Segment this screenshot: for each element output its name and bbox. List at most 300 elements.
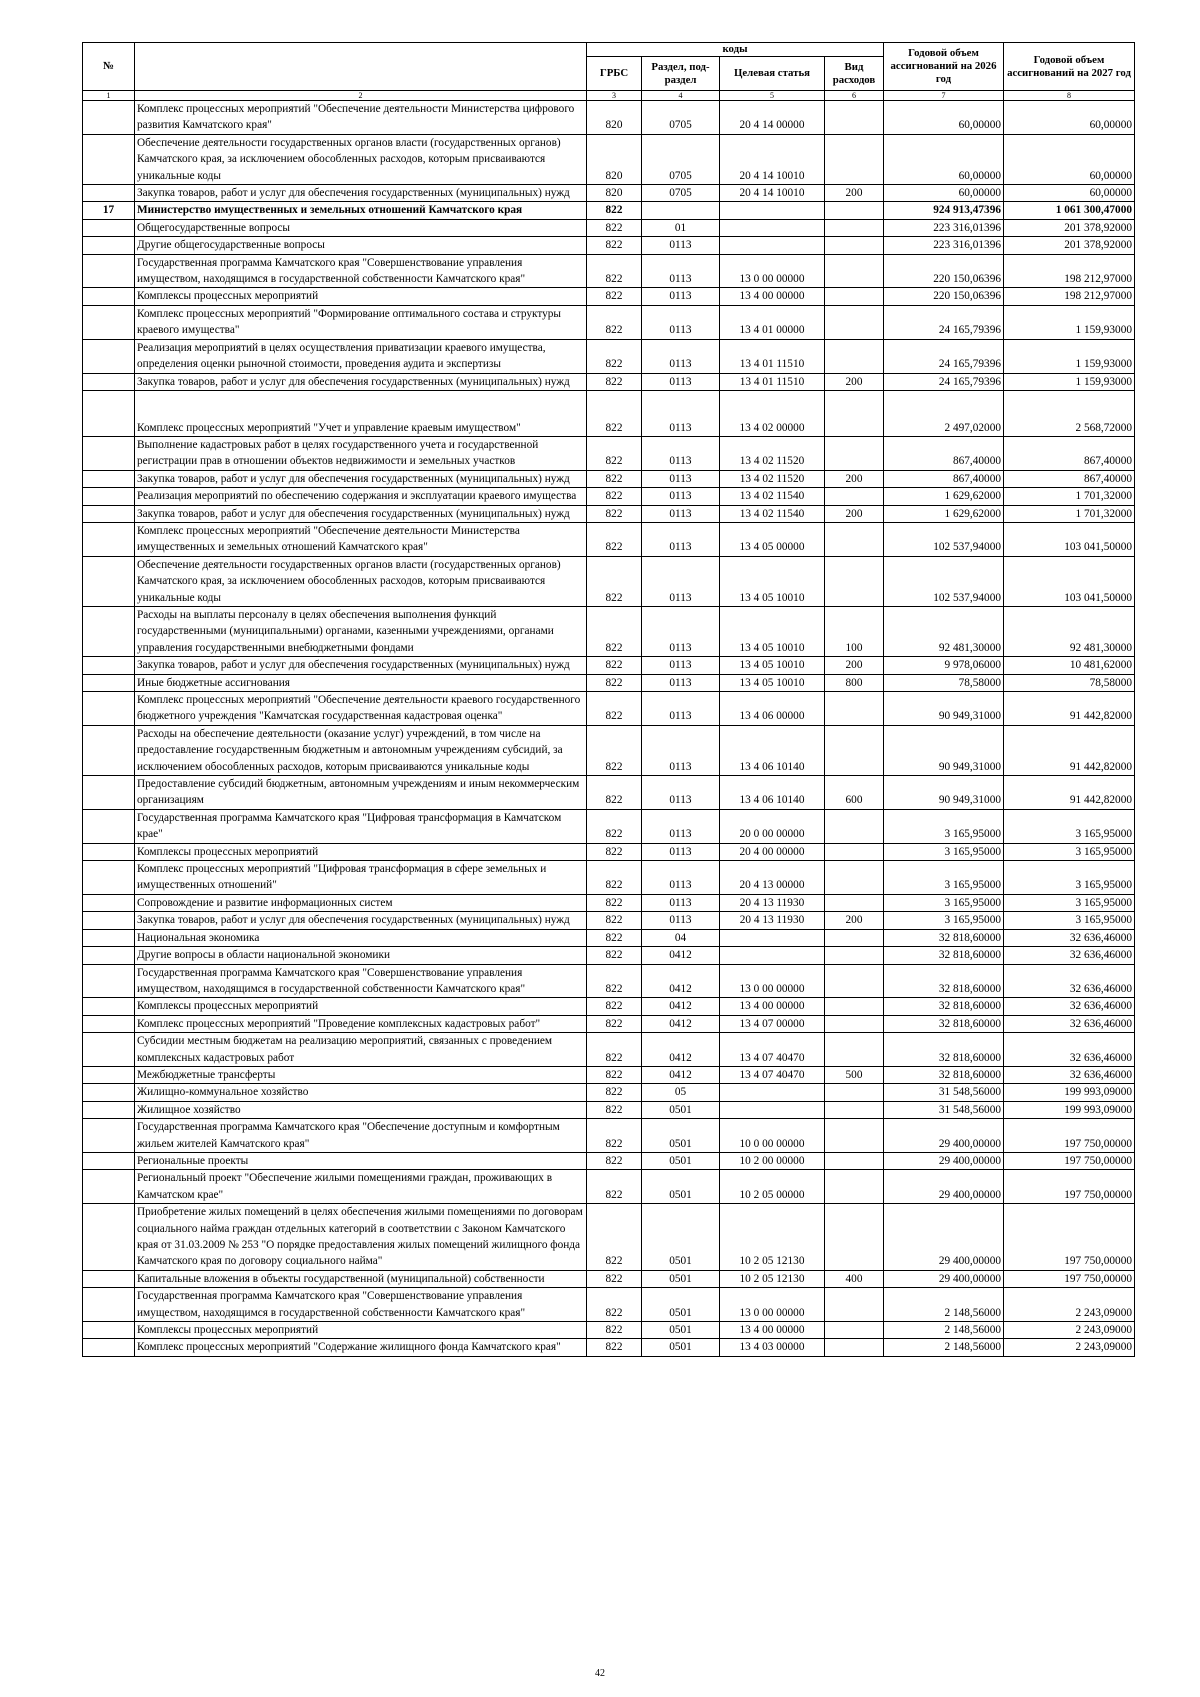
table-row — [83, 339, 1135, 373]
row-number — [83, 894, 135, 911]
table-header — [83, 43, 1135, 101]
row-grbs: 822 — [587, 606, 642, 656]
row-exptype — [825, 998, 884, 1015]
row-target: 13 4 01 11510 — [720, 339, 825, 373]
row-target: 20 4 13 00000 — [720, 861, 825, 895]
row-exptype — [825, 725, 884, 775]
row-section: 0412 — [642, 1033, 720, 1067]
row-target: 13 4 05 10010 — [720, 606, 825, 656]
row-exptype: 400 — [825, 1270, 884, 1287]
row-grbs: 822 — [587, 674, 642, 691]
row-number — [83, 1322, 135, 1339]
budget-table — [82, 42, 1135, 1357]
row-section: 0113 — [642, 843, 720, 860]
row-grbs: 822 — [587, 470, 642, 487]
row-amount-2026: 867,40000 — [884, 470, 1004, 487]
column-number: 4 — [642, 91, 720, 101]
row-amount-2027: 197 750,00000 — [1004, 1119, 1135, 1153]
table-row — [83, 861, 1135, 895]
row-number — [83, 1119, 135, 1153]
row-exptype — [825, 964, 884, 998]
row-amount-2026: 90 949,31000 — [884, 692, 1004, 726]
row-section: 0113 — [642, 912, 720, 929]
row-amount-2026: 29 400,00000 — [884, 1119, 1004, 1153]
row-grbs: 822 — [587, 843, 642, 860]
row-number — [83, 1066, 135, 1083]
row-number — [83, 998, 135, 1015]
row-target: 13 4 00 00000 — [720, 1322, 825, 1339]
table-row — [83, 1152, 1135, 1169]
row-number — [83, 674, 135, 691]
row-grbs: 822 — [587, 1015, 642, 1032]
row-number — [83, 692, 135, 726]
row-section: 0501 — [642, 1152, 720, 1169]
row-target: 13 4 02 11540 — [720, 488, 825, 505]
row-exptype: 200 — [825, 185, 884, 202]
row-amount-2026: 102 537,94000 — [884, 522, 1004, 556]
table-row — [83, 674, 1135, 691]
row-amount-2027: 3 165,95000 — [1004, 861, 1135, 895]
row-amount-2026: 31 548,56000 — [884, 1101, 1004, 1118]
row-section: 0113 — [642, 505, 720, 522]
row-amount-2027: 3 165,95000 — [1004, 912, 1135, 929]
row-amount-2027: 3 165,95000 — [1004, 809, 1135, 843]
row-exptype — [825, 339, 884, 373]
row-section: 0113 — [642, 861, 720, 895]
row-amount-2026: 223 316,01396 — [884, 219, 1004, 236]
row-exptype — [825, 288, 884, 305]
row-section: 0113 — [642, 288, 720, 305]
row-section: 0412 — [642, 964, 720, 998]
column-number: 6 — [825, 91, 884, 101]
row-section: 0113 — [642, 522, 720, 556]
row-amount-2027: 32 636,46000 — [1004, 964, 1135, 998]
row-amount-2027: 10 481,62000 — [1004, 657, 1135, 674]
row-exptype — [825, 1084, 884, 1101]
row-number — [83, 488, 135, 505]
row-target — [720, 219, 825, 236]
table-row — [83, 606, 1135, 656]
table-row — [83, 1066, 1135, 1083]
row-exptype — [825, 305, 884, 339]
table-row — [83, 1170, 1135, 1204]
row-amount-2026: 24 165,79396 — [884, 305, 1004, 339]
row-name: Национальная экономика — [135, 929, 587, 946]
row-amount-2027: 1 159,93000 — [1004, 373, 1135, 390]
row-name: Предоставление субсидий бюджетным, автономным учреждениям и иным некоммерческим организациям — [135, 776, 587, 810]
row-exptype — [825, 1322, 884, 1339]
row-amount-2026: 32 818,60000 — [884, 998, 1004, 1015]
row-section: 0113 — [642, 254, 720, 288]
row-name: Межбюджетные трансферты — [135, 1066, 587, 1083]
table-row — [83, 692, 1135, 726]
row-number: 17 — [83, 202, 135, 219]
row-name: Реализация мероприятий в целях осуществления приватизации краевого имущества, определения оценки рыночной стоимости, проведения аудита и экспертизы — [135, 339, 587, 373]
table-row — [83, 237, 1135, 254]
table-row — [83, 305, 1135, 339]
row-amount-2027: 2 243,09000 — [1004, 1288, 1135, 1322]
row-grbs: 822 — [587, 776, 642, 810]
row-amount-2026: 220 150,06396 — [884, 254, 1004, 288]
column-number: 2 — [135, 91, 587, 101]
row-number — [83, 556, 135, 606]
row-grbs: 822 — [587, 1339, 642, 1356]
row-target: 13 4 05 10010 — [720, 674, 825, 691]
row-target: 20 4 14 10010 — [720, 134, 825, 184]
row-amount-2027: 32 636,46000 — [1004, 947, 1135, 964]
row-name: Комплекс процессных мероприятий "Обеспечение деятельности Министерства цифрового развития Камчатского края" — [135, 101, 587, 135]
row-amount-2027: 198 212,97000 — [1004, 288, 1135, 305]
row-section: 0412 — [642, 1015, 720, 1032]
row-name: Государственная программа Камчатского края "Обеспечение доступным и комфортным жильем жителей Камчатского края" — [135, 1119, 587, 1153]
row-exptype: 200 — [825, 505, 884, 522]
row-name: Закупка товаров, работ и услуг для обеспечения государственных (муниципальных) нужд — [135, 912, 587, 929]
row-grbs: 822 — [587, 894, 642, 911]
row-amount-2026: 9 978,06000 — [884, 657, 1004, 674]
row-amount-2026: 223 316,01396 — [884, 237, 1004, 254]
row-exptype — [825, 861, 884, 895]
table-row — [83, 657, 1135, 674]
row-amount-2026: 32 818,60000 — [884, 1066, 1004, 1083]
row-target: 20 0 00 00000 — [720, 809, 825, 843]
row-grbs: 822 — [587, 219, 642, 236]
row-name: Расходы на обеспечение деятельности (оказание услуг) учреждений, в том числе на предоставление государственным бюджетным и автономным учреждениям субсидий, за исключением обособленных расходов, которым присваиваются уникальные коды — [135, 725, 587, 775]
row-target: 13 4 05 00000 — [720, 522, 825, 556]
row-section: 0113 — [642, 657, 720, 674]
table-row — [83, 1288, 1135, 1322]
table-row — [83, 809, 1135, 843]
row-target: 13 4 07 00000 — [720, 1015, 825, 1032]
row-exptype: 200 — [825, 912, 884, 929]
header-grbs: ГРБС — [587, 57, 642, 91]
table-row — [83, 776, 1135, 810]
row-section: 0113 — [642, 305, 720, 339]
row-exptype: 500 — [825, 1066, 884, 1083]
row-section: 0501 — [642, 1170, 720, 1204]
row-grbs: 822 — [587, 373, 642, 390]
row-grbs: 822 — [587, 339, 642, 373]
row-name: Комплекс процессных мероприятий "Формирование оптимального состава и структуры краевого имущества" — [135, 305, 587, 339]
row-exptype — [825, 1204, 884, 1271]
row-target: 13 4 06 00000 — [720, 692, 825, 726]
table-row — [83, 998, 1135, 1015]
table-row — [83, 185, 1135, 202]
row-section: 0501 — [642, 1204, 720, 1271]
row-name: Комплекс процессных мероприятий "Содержание жилищного фонда Камчатского края" — [135, 1339, 587, 1356]
row-name: Региональные проекты — [135, 1152, 587, 1169]
row-exptype — [825, 843, 884, 860]
row-exptype — [825, 134, 884, 184]
row-name: Региональный проект "Обеспечение жилыми помещениями граждан, проживающих в Камчатском крае" — [135, 1170, 587, 1204]
row-amount-2026: 3 165,95000 — [884, 809, 1004, 843]
row-number — [83, 522, 135, 556]
row-exptype — [825, 809, 884, 843]
row-grbs: 822 — [587, 1204, 642, 1271]
row-number — [83, 1270, 135, 1287]
row-target: 20 4 13 11930 — [720, 912, 825, 929]
row-exptype — [825, 894, 884, 911]
row-grbs: 822 — [587, 861, 642, 895]
row-amount-2027: 867,40000 — [1004, 470, 1135, 487]
row-grbs: 820 — [587, 134, 642, 184]
row-target — [720, 237, 825, 254]
table-row — [83, 134, 1135, 184]
row-amount-2026: 78,58000 — [884, 674, 1004, 691]
row-exptype — [825, 522, 884, 556]
row-amount-2026: 3 165,95000 — [884, 861, 1004, 895]
row-amount-2026: 90 949,31000 — [884, 776, 1004, 810]
table-row — [83, 1084, 1135, 1101]
row-number — [83, 657, 135, 674]
row-amount-2026: 1 629,62000 — [884, 505, 1004, 522]
row-amount-2027: 32 636,46000 — [1004, 998, 1135, 1015]
table-row — [83, 1270, 1135, 1287]
row-name: Сопровождение и развитие информационных систем — [135, 894, 587, 911]
row-amount-2027: 2 243,09000 — [1004, 1339, 1135, 1356]
row-number — [83, 237, 135, 254]
table-row — [83, 288, 1135, 305]
row-grbs: 822 — [587, 657, 642, 674]
row-number — [83, 1152, 135, 1169]
row-target — [720, 1084, 825, 1101]
row-number — [83, 470, 135, 487]
table-row — [83, 522, 1135, 556]
row-grbs: 822 — [587, 288, 642, 305]
row-section: 0501 — [642, 1119, 720, 1153]
row-section: 0501 — [642, 1288, 720, 1322]
row-grbs: 820 — [587, 185, 642, 202]
row-amount-2027: 60,00000 — [1004, 101, 1135, 135]
row-target: 13 4 00 00000 — [720, 998, 825, 1015]
row-name: Другие вопросы в области национальной экономики — [135, 947, 587, 964]
row-number — [83, 373, 135, 390]
row-amount-2026: 29 400,00000 — [884, 1170, 1004, 1204]
row-amount-2027: 1 701,32000 — [1004, 505, 1135, 522]
row-exptype — [825, 436, 884, 470]
row-grbs: 822 — [587, 947, 642, 964]
row-exptype — [825, 1288, 884, 1322]
column-number: 3 — [587, 91, 642, 101]
row-section: 0113 — [642, 776, 720, 810]
row-number — [83, 339, 135, 373]
header-target: Целевая статья — [720, 57, 825, 91]
row-amount-2026: 60,00000 — [884, 185, 1004, 202]
row-name: Жилищное хозяйство — [135, 1101, 587, 1118]
row-name: Министерство имущественных и земельных отношений Камчатского края — [135, 202, 587, 219]
row-grbs: 822 — [587, 1170, 642, 1204]
table-body — [83, 101, 1135, 1357]
header-section: Раздел, под-раздел — [642, 57, 720, 91]
row-number — [83, 101, 135, 135]
row-target: 13 4 06 10140 — [720, 776, 825, 810]
row-grbs: 822 — [587, 1152, 642, 1169]
row-amount-2027: 197 750,00000 — [1004, 1270, 1135, 1287]
row-amount-2027: 2 243,09000 — [1004, 1322, 1135, 1339]
row-amount-2027: 1 159,93000 — [1004, 339, 1135, 373]
row-amount-2027: 197 750,00000 — [1004, 1204, 1135, 1271]
row-number — [83, 1033, 135, 1067]
row-amount-2027: 91 442,82000 — [1004, 776, 1135, 810]
row-exptype — [825, 947, 884, 964]
row-exptype — [825, 929, 884, 946]
row-section: 0113 — [642, 692, 720, 726]
row-target: 13 4 00 00000 — [720, 288, 825, 305]
row-exptype — [825, 202, 884, 219]
table-row — [83, 101, 1135, 135]
row-name: Государственная программа Камчатского края "Совершенствование управления имуществом, находящимся в государственной собственности Камчатского края" — [135, 254, 587, 288]
row-number — [83, 912, 135, 929]
row-target: 13 4 07 40470 — [720, 1033, 825, 1067]
row-exptype: 200 — [825, 470, 884, 487]
table-row — [83, 1204, 1135, 1271]
row-name: Комплекс процессных мероприятий "Учет и управление краевым имуществом" — [135, 390, 587, 436]
row-target: 20 4 14 10010 — [720, 185, 825, 202]
row-amount-2027: 78,58000 — [1004, 674, 1135, 691]
row-amount-2027: 91 442,82000 — [1004, 725, 1135, 775]
row-amount-2026: 24 165,79396 — [884, 373, 1004, 390]
row-section: 0412 — [642, 1066, 720, 1083]
table-row — [83, 254, 1135, 288]
row-grbs: 822 — [587, 998, 642, 1015]
row-amount-2026: 3 165,95000 — [884, 843, 1004, 860]
row-target: 20 4 14 00000 — [720, 101, 825, 135]
row-name: Комплекс процессных мероприятий "Проведение комплексных кадастровых работ" — [135, 1015, 587, 1032]
header-2027: Годовой объем ассигнований на 2027 год — [1004, 43, 1135, 91]
row-number — [83, 843, 135, 860]
row-name: Реализация мероприятий по обеспечению содержания и эксплуатации краевого имущества — [135, 488, 587, 505]
row-grbs: 822 — [587, 488, 642, 505]
row-amount-2026: 3 165,95000 — [884, 912, 1004, 929]
row-number — [83, 505, 135, 522]
row-exptype — [825, 101, 884, 135]
row-amount-2026: 92 481,30000 — [884, 606, 1004, 656]
row-name: Обеспечение деятельности государственных органов власти (государственных органов) Камчатского края, за исключением обособленных расходов, которым присваиваются уникальные коды — [135, 556, 587, 606]
row-grbs: 822 — [587, 1033, 642, 1067]
row-number — [83, 964, 135, 998]
row-section — [642, 202, 720, 219]
row-grbs: 822 — [587, 390, 642, 436]
row-exptype — [825, 1119, 884, 1153]
row-exptype — [825, 237, 884, 254]
row-section: 0412 — [642, 998, 720, 1015]
row-target — [720, 202, 825, 219]
header-name — [135, 43, 587, 91]
row-name: Закупка товаров, работ и услуг для обеспечения государственных (муниципальных) нужд — [135, 505, 587, 522]
row-name: Закупка товаров, работ и услуг для обеспечения государственных (муниципальных) нужд — [135, 470, 587, 487]
row-amount-2026: 24 165,79396 — [884, 339, 1004, 373]
row-exptype: 600 — [825, 776, 884, 810]
table-row — [83, 912, 1135, 929]
row-section: 0113 — [642, 606, 720, 656]
table-row — [83, 894, 1135, 911]
row-grbs: 822 — [587, 1119, 642, 1153]
row-amount-2026: 32 818,60000 — [884, 1015, 1004, 1032]
column-number: 1 — [83, 91, 135, 101]
row-grbs: 822 — [587, 692, 642, 726]
row-name: Комплексы процессных мероприятий — [135, 288, 587, 305]
row-target: 13 4 01 11510 — [720, 373, 825, 390]
row-exptype: 100 — [825, 606, 884, 656]
row-amount-2027: 199 993,09000 — [1004, 1084, 1135, 1101]
row-target: 13 4 02 00000 — [720, 390, 825, 436]
row-name: Иные бюджетные ассигнования — [135, 674, 587, 691]
row-amount-2027: 1 159,93000 — [1004, 305, 1135, 339]
row-name: Комплексы процессных мероприятий — [135, 1322, 587, 1339]
row-target: 13 4 02 11520 — [720, 436, 825, 470]
row-name: Закупка товаров, работ и услуг для обеспечения государственных (муниципальных) нужд — [135, 657, 587, 674]
row-name: Приобретение жилых помещений в целях обеспечения жилыми помещениями по договорам социального найма граждан отдельных категорий в соответствии с Законом Камчатского края от 31.03.2009 № 253 "О порядке предоставления жилых помещений жилищного фонда Камчатского края по договору социального найма" — [135, 1204, 587, 1271]
table-row — [83, 1322, 1135, 1339]
row-number — [83, 606, 135, 656]
column-number: 7 — [884, 91, 1004, 101]
row-exptype — [825, 1339, 884, 1356]
row-exptype — [825, 254, 884, 288]
row-amount-2027: 103 041,50000 — [1004, 556, 1135, 606]
row-amount-2026: 90 949,31000 — [884, 725, 1004, 775]
row-amount-2026: 60,00000 — [884, 134, 1004, 184]
row-amount-2026: 32 818,60000 — [884, 947, 1004, 964]
row-amount-2027: 92 481,30000 — [1004, 606, 1135, 656]
table-row — [83, 1033, 1135, 1067]
row-grbs: 822 — [587, 522, 642, 556]
row-target: 13 0 00 00000 — [720, 254, 825, 288]
row-amount-2026: 1 629,62000 — [884, 488, 1004, 505]
row-name: Другие общегосударственные вопросы — [135, 237, 587, 254]
row-number — [83, 929, 135, 946]
row-amount-2026: 29 400,00000 — [884, 1204, 1004, 1271]
row-name: Государственная программа Камчатского края "Цифровая трансформация в Камчатском крае" — [135, 809, 587, 843]
row-grbs: 822 — [587, 964, 642, 998]
table-row — [83, 556, 1135, 606]
header-2026: Годовой объем ассигнований на 2026 год — [884, 43, 1004, 91]
row-amount-2026: 2 148,56000 — [884, 1288, 1004, 1322]
row-target: 13 4 01 00000 — [720, 305, 825, 339]
row-amount-2026: 867,40000 — [884, 436, 1004, 470]
row-exptype — [825, 390, 884, 436]
row-section: 0113 — [642, 488, 720, 505]
row-number — [83, 288, 135, 305]
row-amount-2026: 924 913,47396 — [884, 202, 1004, 219]
row-grbs: 820 — [587, 101, 642, 135]
row-name: Государственная программа Камчатского края "Совершенствование управления имуществом, находящимся в государственной собственности Камчатского края" — [135, 1288, 587, 1322]
row-target: 13 0 00 00000 — [720, 964, 825, 998]
row-exptype — [825, 1015, 884, 1032]
row-number — [83, 1084, 135, 1101]
table-row — [83, 202, 1135, 219]
row-amount-2027: 91 442,82000 — [1004, 692, 1135, 726]
row-name: Обеспечение деятельности государственных органов власти (государственных органов) Камчатского края, за исключением обособленных расходов, которым присваиваются уникальные коды — [135, 134, 587, 184]
row-exptype — [825, 1152, 884, 1169]
table-row — [83, 470, 1135, 487]
row-number — [83, 436, 135, 470]
row-target: 10 2 05 12130 — [720, 1204, 825, 1271]
row-exptype — [825, 692, 884, 726]
row-grbs: 822 — [587, 237, 642, 254]
row-amount-2026: 32 818,60000 — [884, 964, 1004, 998]
row-exptype — [825, 219, 884, 236]
row-name: Капитальные вложения в объекты государственной (муниципальной) собственности — [135, 1270, 587, 1287]
row-grbs: 822 — [587, 1066, 642, 1083]
row-section: 0113 — [642, 390, 720, 436]
row-number — [83, 390, 135, 436]
table-row — [83, 947, 1135, 964]
row-number — [83, 1288, 135, 1322]
row-amount-2027: 867,40000 — [1004, 436, 1135, 470]
row-amount-2027: 199 993,09000 — [1004, 1101, 1135, 1118]
row-amount-2026: 2 497,02000 — [884, 390, 1004, 436]
row-target: 13 4 02 11520 — [720, 470, 825, 487]
row-number — [83, 725, 135, 775]
